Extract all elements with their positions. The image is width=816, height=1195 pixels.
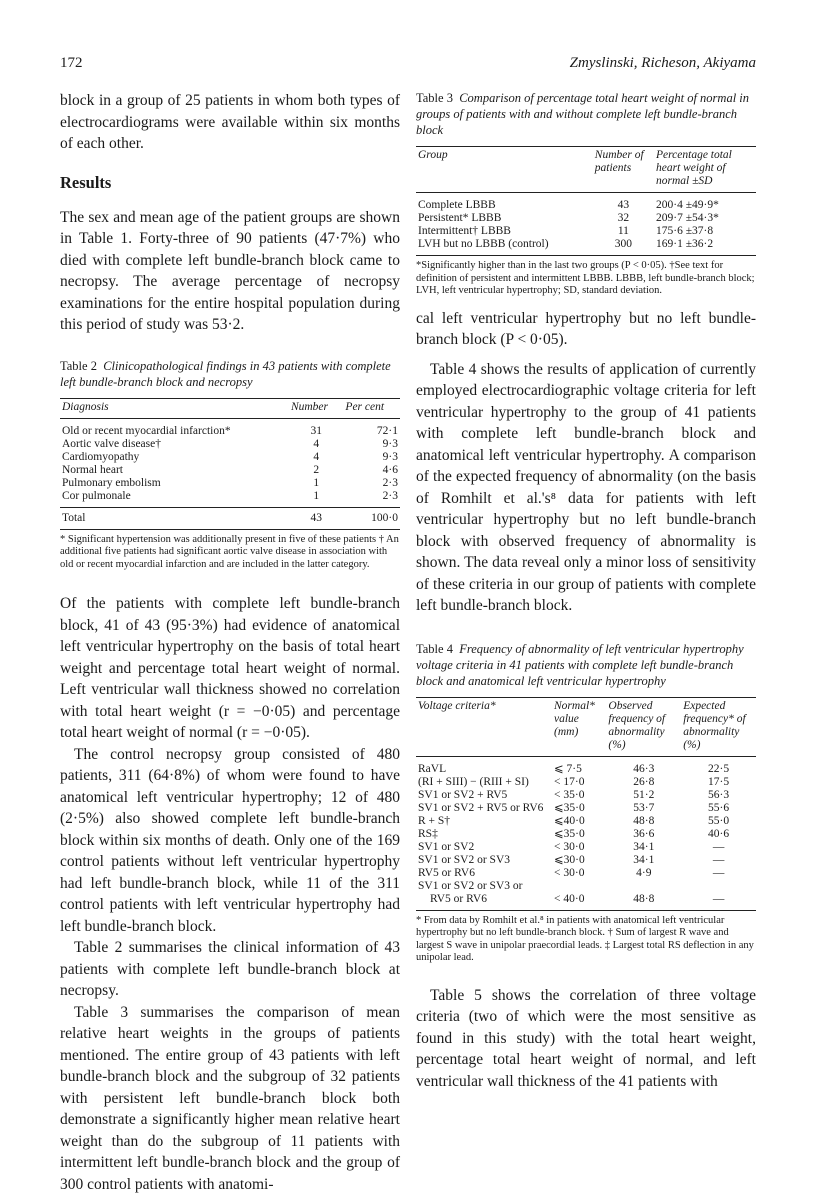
table-row <box>416 776 756 789</box>
table-cell: 56·3 <box>681 789 756 802</box>
table-cell: 100·0 <box>343 507 400 529</box>
table-cell: Cardiomyopathy <box>60 451 289 464</box>
table-cell: 48·8 <box>606 893 681 911</box>
table-4-header-criteria: Voltage criteria* <box>416 697 552 756</box>
table-cell: 1 <box>289 490 343 508</box>
table-cell: 4 <box>289 451 343 464</box>
intro-paragraph: block in a group of 25 patients in whom both types of electrocardiograms were available within six months of each other. <box>60 90 400 155</box>
table-cell: — <box>681 893 756 911</box>
table-cell: 46·3 <box>606 763 681 776</box>
table-2-title: Clinicopathological findings in 43 patients with complete left bundle-branch block and necropsy <box>60 359 391 389</box>
table-cell: Cor pulmonale <box>60 490 289 508</box>
results-paragraph-2: Of the patients with complete left bundle-branch block, 41 of 43 (95·3%) had evidence of anatomical left ventricular hypertrophy on the basis of total heart weight and percentage total heart weight of normal. Left ventricular wall thickness showed no correlation with total heart weight (r = −0·05) and percentage total heart weight of normal (r = −0·05). <box>60 593 400 744</box>
table-row <box>60 451 400 464</box>
table-cell: 40·6 <box>681 828 756 841</box>
table-row <box>416 854 756 867</box>
table-4-label: Table 4 <box>416 642 453 656</box>
table-cell: Intermittent† LBBB <box>416 225 593 238</box>
right-paragraph-1: cal left ventricular hypertrophy but no left bundle-branch block (P < 0·05). <box>416 308 756 351</box>
results-paragraph-1: The sex and mean age of the patient groups are shown in Table 1. Forty-three of 90 patients (47·7%) who died with complete left bundle-branch block came to necropsy. The average percentage of necropsy examinations for the entire hospital population during this period of study was 53·2. <box>60 207 400 336</box>
table-row <box>416 828 756 841</box>
table-cell: 9·3 <box>343 451 400 464</box>
table-cell: SV1 or SV2 + RV5 or RV6 <box>416 802 552 815</box>
table-2-grid <box>60 398 400 530</box>
table-4-title: Frequency of abnormality of left ventricular hypertrophy voltage criteria in 41 patients with complete left bundle-branch block and anatomical left ventricular hypertrophy <box>416 642 744 688</box>
results-paragraph-3: The control necropsy group consisted of 480 patients, 311 (64·8%) of whom were found to have anatomical left ventricular hypertrophy; 12 of 480 (2·5%) also showed complete left bundle-branch block within six months of death. Only one of the 169 control patients without left ventricular hypertrophy had left bundle-branch block, while 11 of the 311 control patients with left ventricular hypertrophy had left bundle-branch block. <box>60 744 400 938</box>
table-2-caption <box>60 358 400 390</box>
table-cell: 2 <box>289 464 343 477</box>
table-cell: 17·5 <box>681 776 756 789</box>
table-cell: LVH but no LBBB (control) <box>416 238 593 256</box>
table-4-header-normal: Normal* value (mm) <box>552 697 606 756</box>
table-cell: 22·5 <box>681 763 756 776</box>
table-row <box>416 841 756 854</box>
table-cell: < 17·0 <box>552 776 606 789</box>
right-paragraph-2: Table 4 shows the results of application of currently employed electrocardiographic voltage criteria for left ventricular hypertrophy to the group of 41 patients with complete left bundle-branch block and anatomical left ventricular hypertrophy. A comparison of the expected frequency of abnormality (on the basis of Romhilt et al.'s⁸ data for patients with left ventricular hypertrophy but no left bundle-branch block with observed frequency of abnormality is shown. The data reveal only a minor loss of sensitivity of these criteria in our group of patients with complete left bundle-branch block. <box>416 359 756 617</box>
table-cell: SV1 or SV2 + RV5 <box>416 789 552 802</box>
right-column <box>416 90 756 1092</box>
table-4 <box>416 641 756 965</box>
table-cell: 34·1 <box>606 841 681 854</box>
table-2-footnote: * Significant hypertension was additionally present in five of these patients † An additional five patients had significant aortic valve disease in association with old or recent myocardial infarction and are included in the latter category. <box>60 534 400 572</box>
page-number: 172 <box>60 55 83 72</box>
table-row <box>416 867 756 880</box>
table-cell: Normal heart <box>60 464 289 477</box>
table-cell: ⩽35·0 <box>552 828 606 841</box>
table-cell: 72·1 <box>343 425 400 438</box>
table-3-label: Table 3 <box>416 91 453 105</box>
table-cell: 43 <box>593 199 654 212</box>
table-3-title: Comparison of percentage total heart weight of normal in groups of patients with and without complete left bundle-branch block <box>416 91 749 137</box>
table-cell: RaVL <box>416 763 552 776</box>
table-cell: R + S† <box>416 815 552 828</box>
table-row <box>416 763 756 776</box>
table-row <box>60 425 400 438</box>
table-cell: 32 <box>593 212 654 225</box>
table-cell: 4·9 <box>606 867 681 880</box>
table-4-header-expected: Expected frequency* of abnormality (%) <box>681 697 756 756</box>
table-cell: — <box>681 841 756 854</box>
table-cell: 26·8 <box>606 776 681 789</box>
table-cell: ⩽30·0 <box>552 854 606 867</box>
table-row <box>416 880 756 893</box>
table-3-grid <box>416 146 756 256</box>
table-cell: < 30·0 <box>552 841 606 854</box>
table-cell: 55·0 <box>681 815 756 828</box>
table-cell: 31 <box>289 425 343 438</box>
table-cell: 4·6 <box>343 464 400 477</box>
table-4-footnote: * From data by Romhilt et al.⁸ in patients with anatomical left ventricular hypertrophy but no left bundle-branch block. † Sum of largest R wave and largest S wave in unipolar praecordial leads. ‡ Largest total RS deflection in any unipolar lead. <box>416 915 756 965</box>
table-cell: 43 <box>289 507 343 529</box>
table-row <box>60 438 400 451</box>
table-row <box>60 477 400 490</box>
table-2-header-diagnosis: Diagnosis <box>60 398 289 418</box>
table-2-header-number: Number <box>289 398 343 418</box>
table-cell: Total <box>60 507 289 529</box>
table-cell: ⩽40·0 <box>552 815 606 828</box>
left-column <box>60 90 400 1195</box>
table-cell: SV1 or SV2 or SV3 <box>416 854 552 867</box>
table-4-grid <box>416 697 756 911</box>
table-cell: 51·2 <box>606 789 681 802</box>
table-2-label: Table 2 <box>60 359 97 373</box>
table-3-header-percentage: Percentage total heart weight of normal ±SD <box>654 147 756 193</box>
table-row <box>416 789 756 802</box>
table-cell: 36·6 <box>606 828 681 841</box>
table-cell: < 35·0 <box>552 789 606 802</box>
table-3 <box>416 90 756 298</box>
table-cell: Persistent* LBBB <box>416 212 593 225</box>
table-cell: Aortic valve disease† <box>60 438 289 451</box>
table-cell: 169·1 ±36·2 <box>654 238 756 256</box>
table-cell: SV1 or SV2 <box>416 841 552 854</box>
table-cell: 2·3 <box>343 477 400 490</box>
table-cell: 1 <box>289 477 343 490</box>
table-cell: RS‡ <box>416 828 552 841</box>
table-cell: ⩽35·0 <box>552 802 606 815</box>
table-cell: 209·7 ±54·3* <box>654 212 756 225</box>
table-cell: 11 <box>593 225 654 238</box>
results-paragraph-4: Table 2 summarises the clinical information of 43 patients with complete left bundle-branch block at necropsy. <box>60 937 400 1002</box>
table-row <box>416 802 756 815</box>
table-cell: 34·1 <box>606 854 681 867</box>
table-cell: Pulmonary embolism <box>60 477 289 490</box>
table-cell: Old or recent myocardial infarction* <box>60 425 289 438</box>
table-cell: 300 <box>593 238 654 256</box>
table-row <box>416 238 756 256</box>
table-cell: — <box>681 867 756 880</box>
right-paragraph-3: Table 5 shows the correlation of three voltage criteria (two of which were the most sensitive as found in this study) with the total heart weight, percentage total heart weight of normal, and left ventricular wall thickness of the 41 patients with <box>416 985 756 1093</box>
table-cell: RV5 or RV6 <box>416 867 552 880</box>
table-3-footnote: *Significantly higher than in the last two groups (P < 0·05). †See text for definition of persistent and intermittent LBBB. LBBB, left bundle-branch block; LVH, left ventricular hypertrophy; SD, standard deviation. <box>416 260 756 298</box>
table-cell: < 40·0 <box>552 893 606 911</box>
table-cell: 55·6 <box>681 802 756 815</box>
table-row <box>60 464 400 477</box>
table-2-header-percent: Per cent <box>343 398 400 418</box>
table-3-caption <box>416 90 756 138</box>
table-cell: 4 <box>289 438 343 451</box>
table-cell: 53·7 <box>606 802 681 815</box>
table-row <box>416 893 756 911</box>
table-cell: ⩽ 7·5 <box>552 763 606 776</box>
table-4-header-observed: Observed frequency of abnormality (%) <box>606 697 681 756</box>
table-cell: — <box>681 854 756 867</box>
table-row <box>416 199 756 212</box>
table-row <box>60 490 400 508</box>
table-3-header-number: Number of patients <box>593 147 654 193</box>
table-3-header-group: Group <box>416 147 593 193</box>
table-cell: (RI + SIII) − (RIII + SI) <box>416 776 552 789</box>
results-paragraph-5: Table 3 summarises the comparison of mean relative heart weights in the groups of patients mentioned. The entire group of 43 patients with left bundle-branch block and the subgroup of 32 patients with persistent left bundle-branch block both demonstrate a significantly higher mean relative heart weight than do the subgroup of 11 patients with intermittent left bundle-branch block and the group of 300 control patients with anatomi- <box>60 1002 400 1195</box>
table-cell: < 30·0 <box>552 867 606 880</box>
table-cell: Complete LBBB <box>416 199 593 212</box>
table-cell: 200·4 ±49·9* <box>654 199 756 212</box>
table-row <box>416 815 756 828</box>
table-row <box>416 212 756 225</box>
results-heading: Results <box>60 173 400 193</box>
table-cell: 2·3 <box>343 490 400 508</box>
table-cell: 175·6 ±37·8 <box>654 225 756 238</box>
running-head: Zmyslinski, Richeson, Akiyama <box>570 55 756 72</box>
table-2-total-row <box>60 507 400 529</box>
table-row <box>416 225 756 238</box>
table-cell: SV1 or SV2 or SV3 or <box>416 880 552 893</box>
table-cell: RV5 or RV6 <box>416 893 552 911</box>
table-4-caption <box>416 641 756 689</box>
table-cell: 9·3 <box>343 438 400 451</box>
table-2 <box>60 358 400 572</box>
table-cell: 48·8 <box>606 815 681 828</box>
